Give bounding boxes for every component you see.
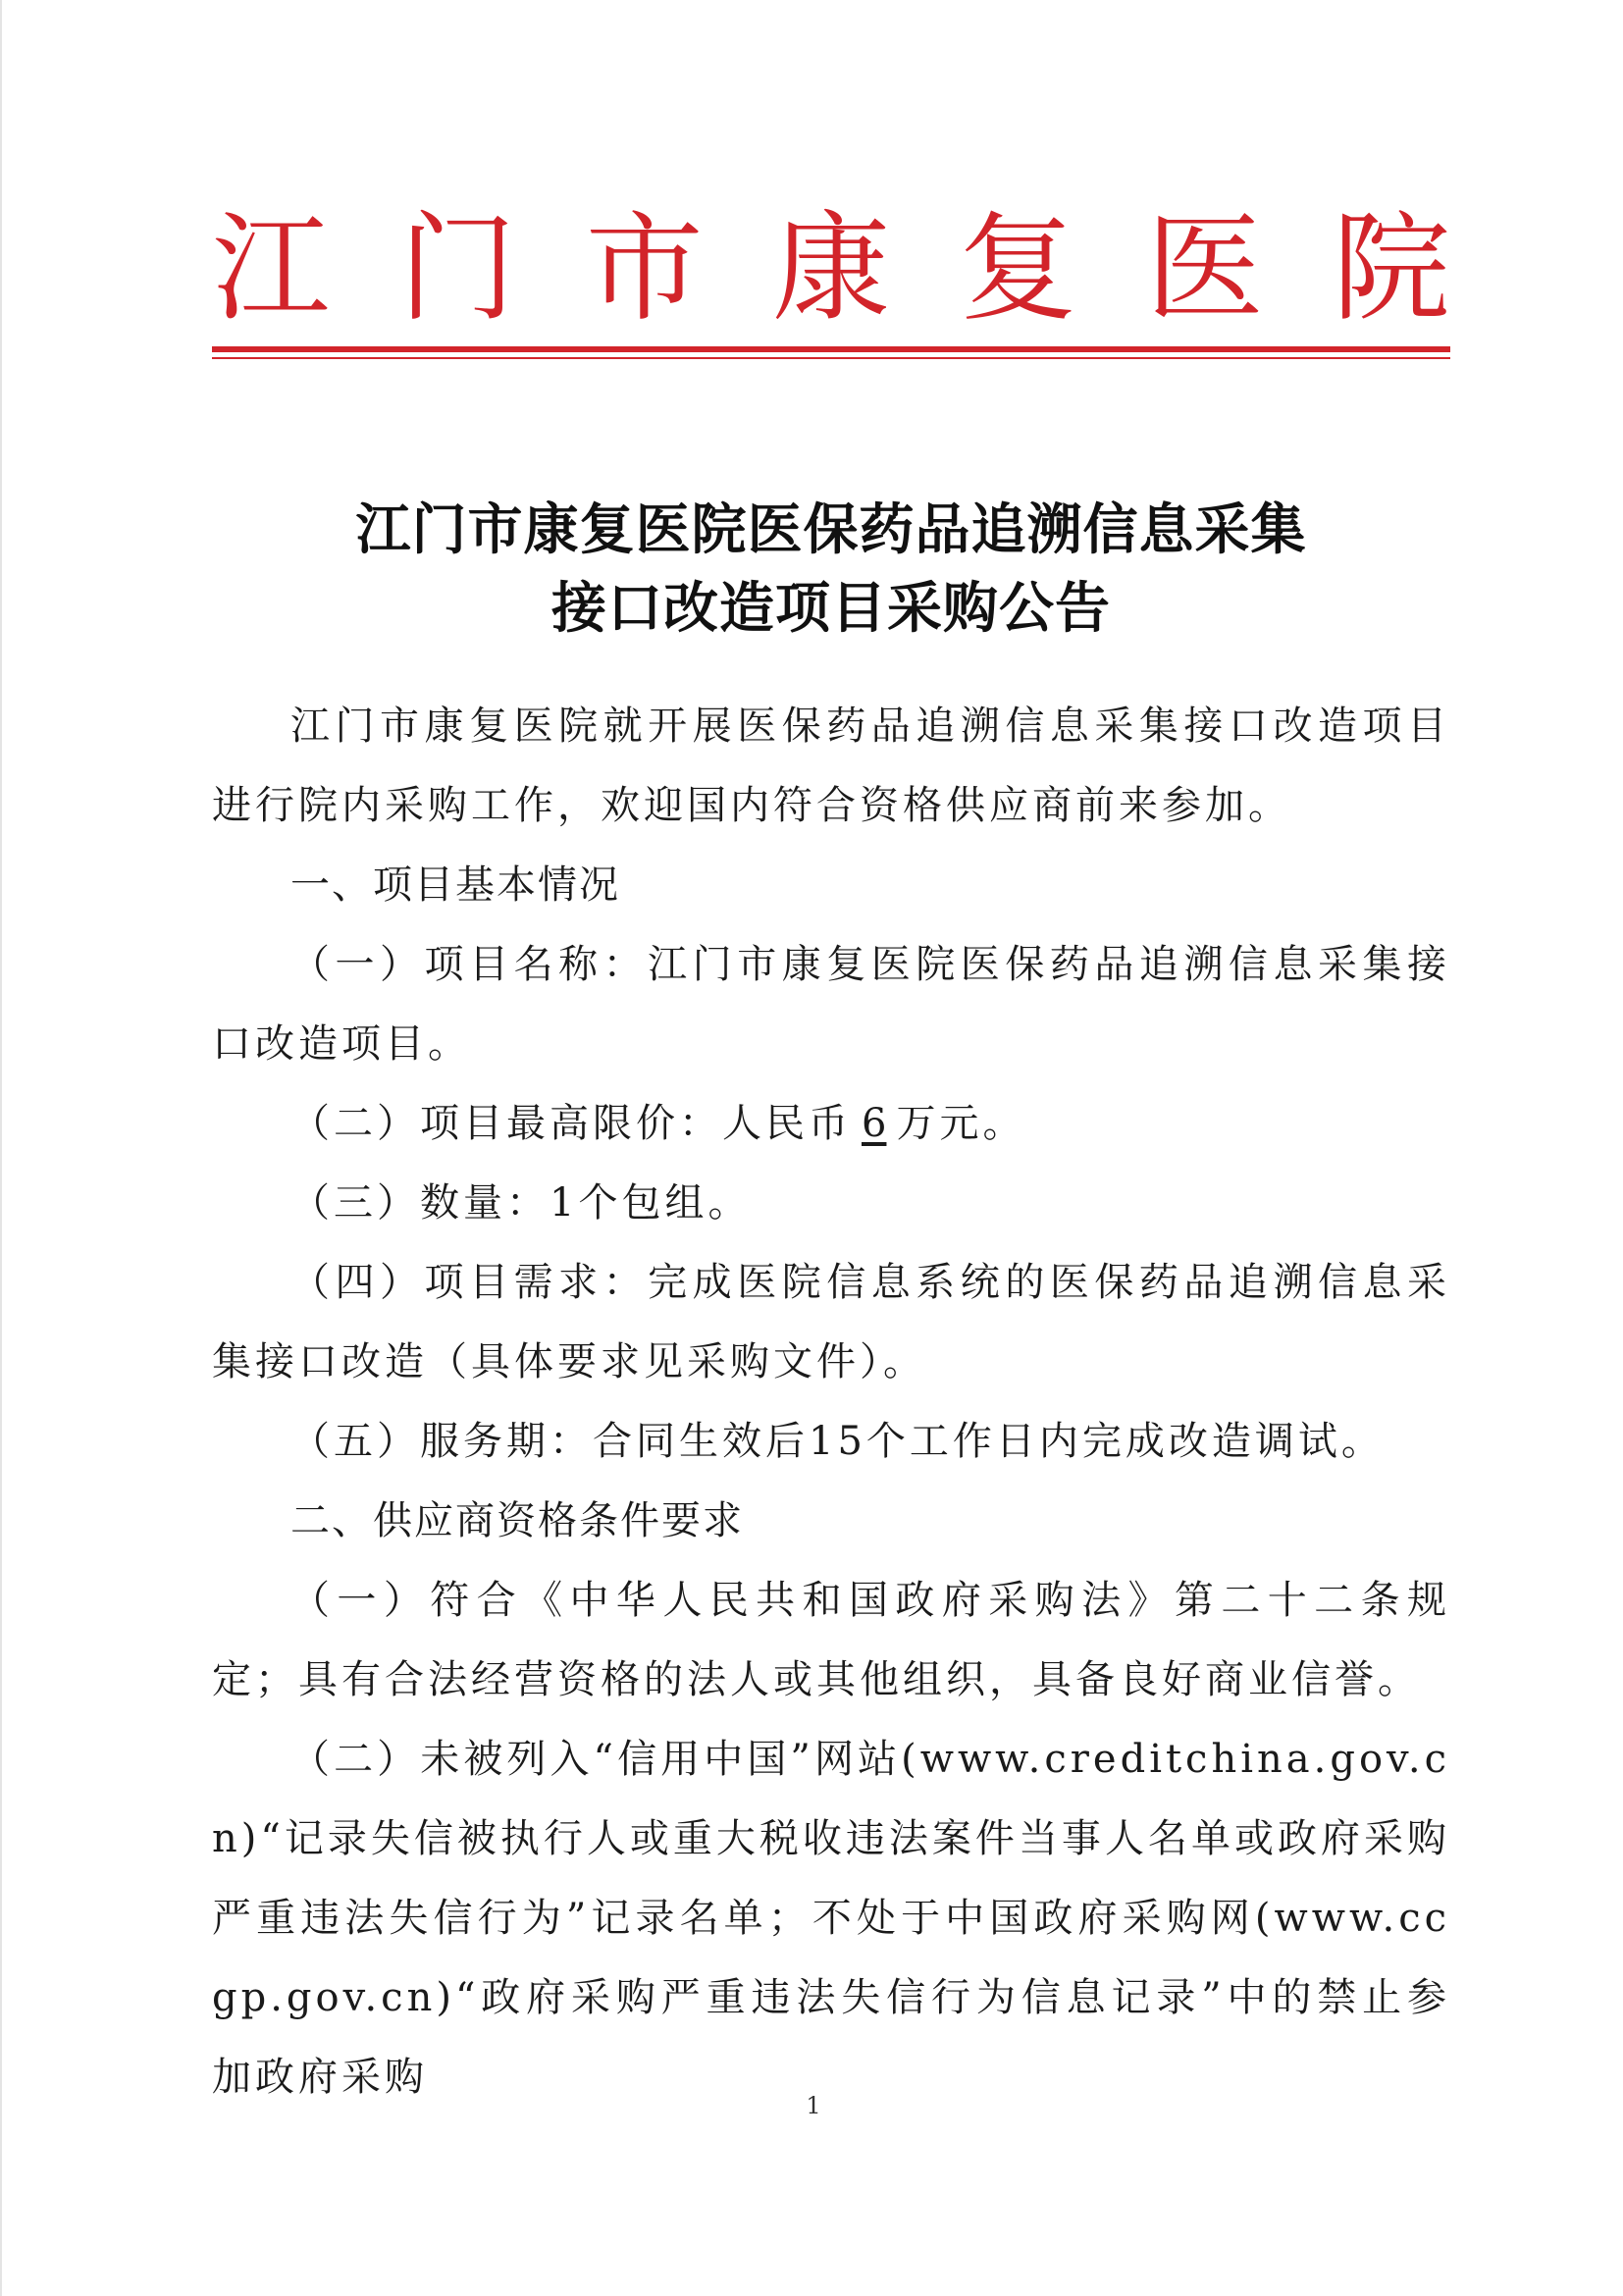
document-body <box>212 687 1450 2117</box>
requirement-2: （二）未被列入“信用中国”网站(www.creditchina.gov.cn)“记录失信被执行人或重大税收违法案件当事人名单或政府采购严重违法失信行为”记录名单；不处于中国政府采购网(www.ccgp.gov.cn)“政府采购严重违法失信行为信息记录”中的禁止参加政府采购 <box>212 1737 1450 2100</box>
letterhead-char: 市 <box>585 201 704 338</box>
letterhead-rule-thick <box>212 346 1450 352</box>
letterhead-char: 复 <box>959 201 1077 338</box>
letterhead-char: 康 <box>771 201 890 338</box>
max-price-prefix: （二）项目最高限价：人民币 <box>290 1101 852 1146</box>
item-quantity: （三）数量：1个包组。 <box>290 1180 752 1226</box>
document-title-line-1: 江门市康复医院医保药品追溯信息采集 <box>355 497 1307 562</box>
letterhead-char: 门 <box>398 201 517 338</box>
letterhead-char: 江 <box>212 201 330 338</box>
document-title-line-2: 接口改造项目采购公告 <box>551 576 1111 641</box>
letterhead-char: 医 <box>1145 201 1264 338</box>
max-price-suffix: 万元。 <box>896 1101 1026 1146</box>
item-project-name: （一）项目名称：江门市康复医院医保药品追溯信息采集接口改造项目。 <box>212 942 1450 1067</box>
page-number: 1 <box>806 2092 821 2119</box>
section-heading-1: 一、项目基本情况 <box>290 862 620 908</box>
letterhead-char: 院 <box>1332 201 1450 338</box>
item-service-period: （五）服务期：合同生效后15个工作日内完成改造调试。 <box>290 1419 1385 1464</box>
item-requirements: （四）项目需求：完成医院信息系统的医保药品追溯信息采集接口改造（具体要求见采购文件）。 <box>212 1260 1450 1384</box>
letterhead <box>212 196 1450 343</box>
intro-paragraph: 江门市康复医院就开展医保药品追溯信息采集接口改造项目进行院内采购工作，欢迎国内符合资格供应商前来参加。 <box>212 704 1450 828</box>
item-max-price <box>212 1084 1450 1164</box>
requirement-1: （一）符合《中华人民共和国政府采购法》第二十二条规定；具有合法经营资格的法人或其他组织，具备良好商业信誉。 <box>212 1578 1450 1702</box>
max-price-amount: 6 <box>862 1101 887 1146</box>
section-heading-2: 二、供应商资格条件要求 <box>290 1498 744 1543</box>
letterhead-rule-thin <box>212 357 1450 359</box>
